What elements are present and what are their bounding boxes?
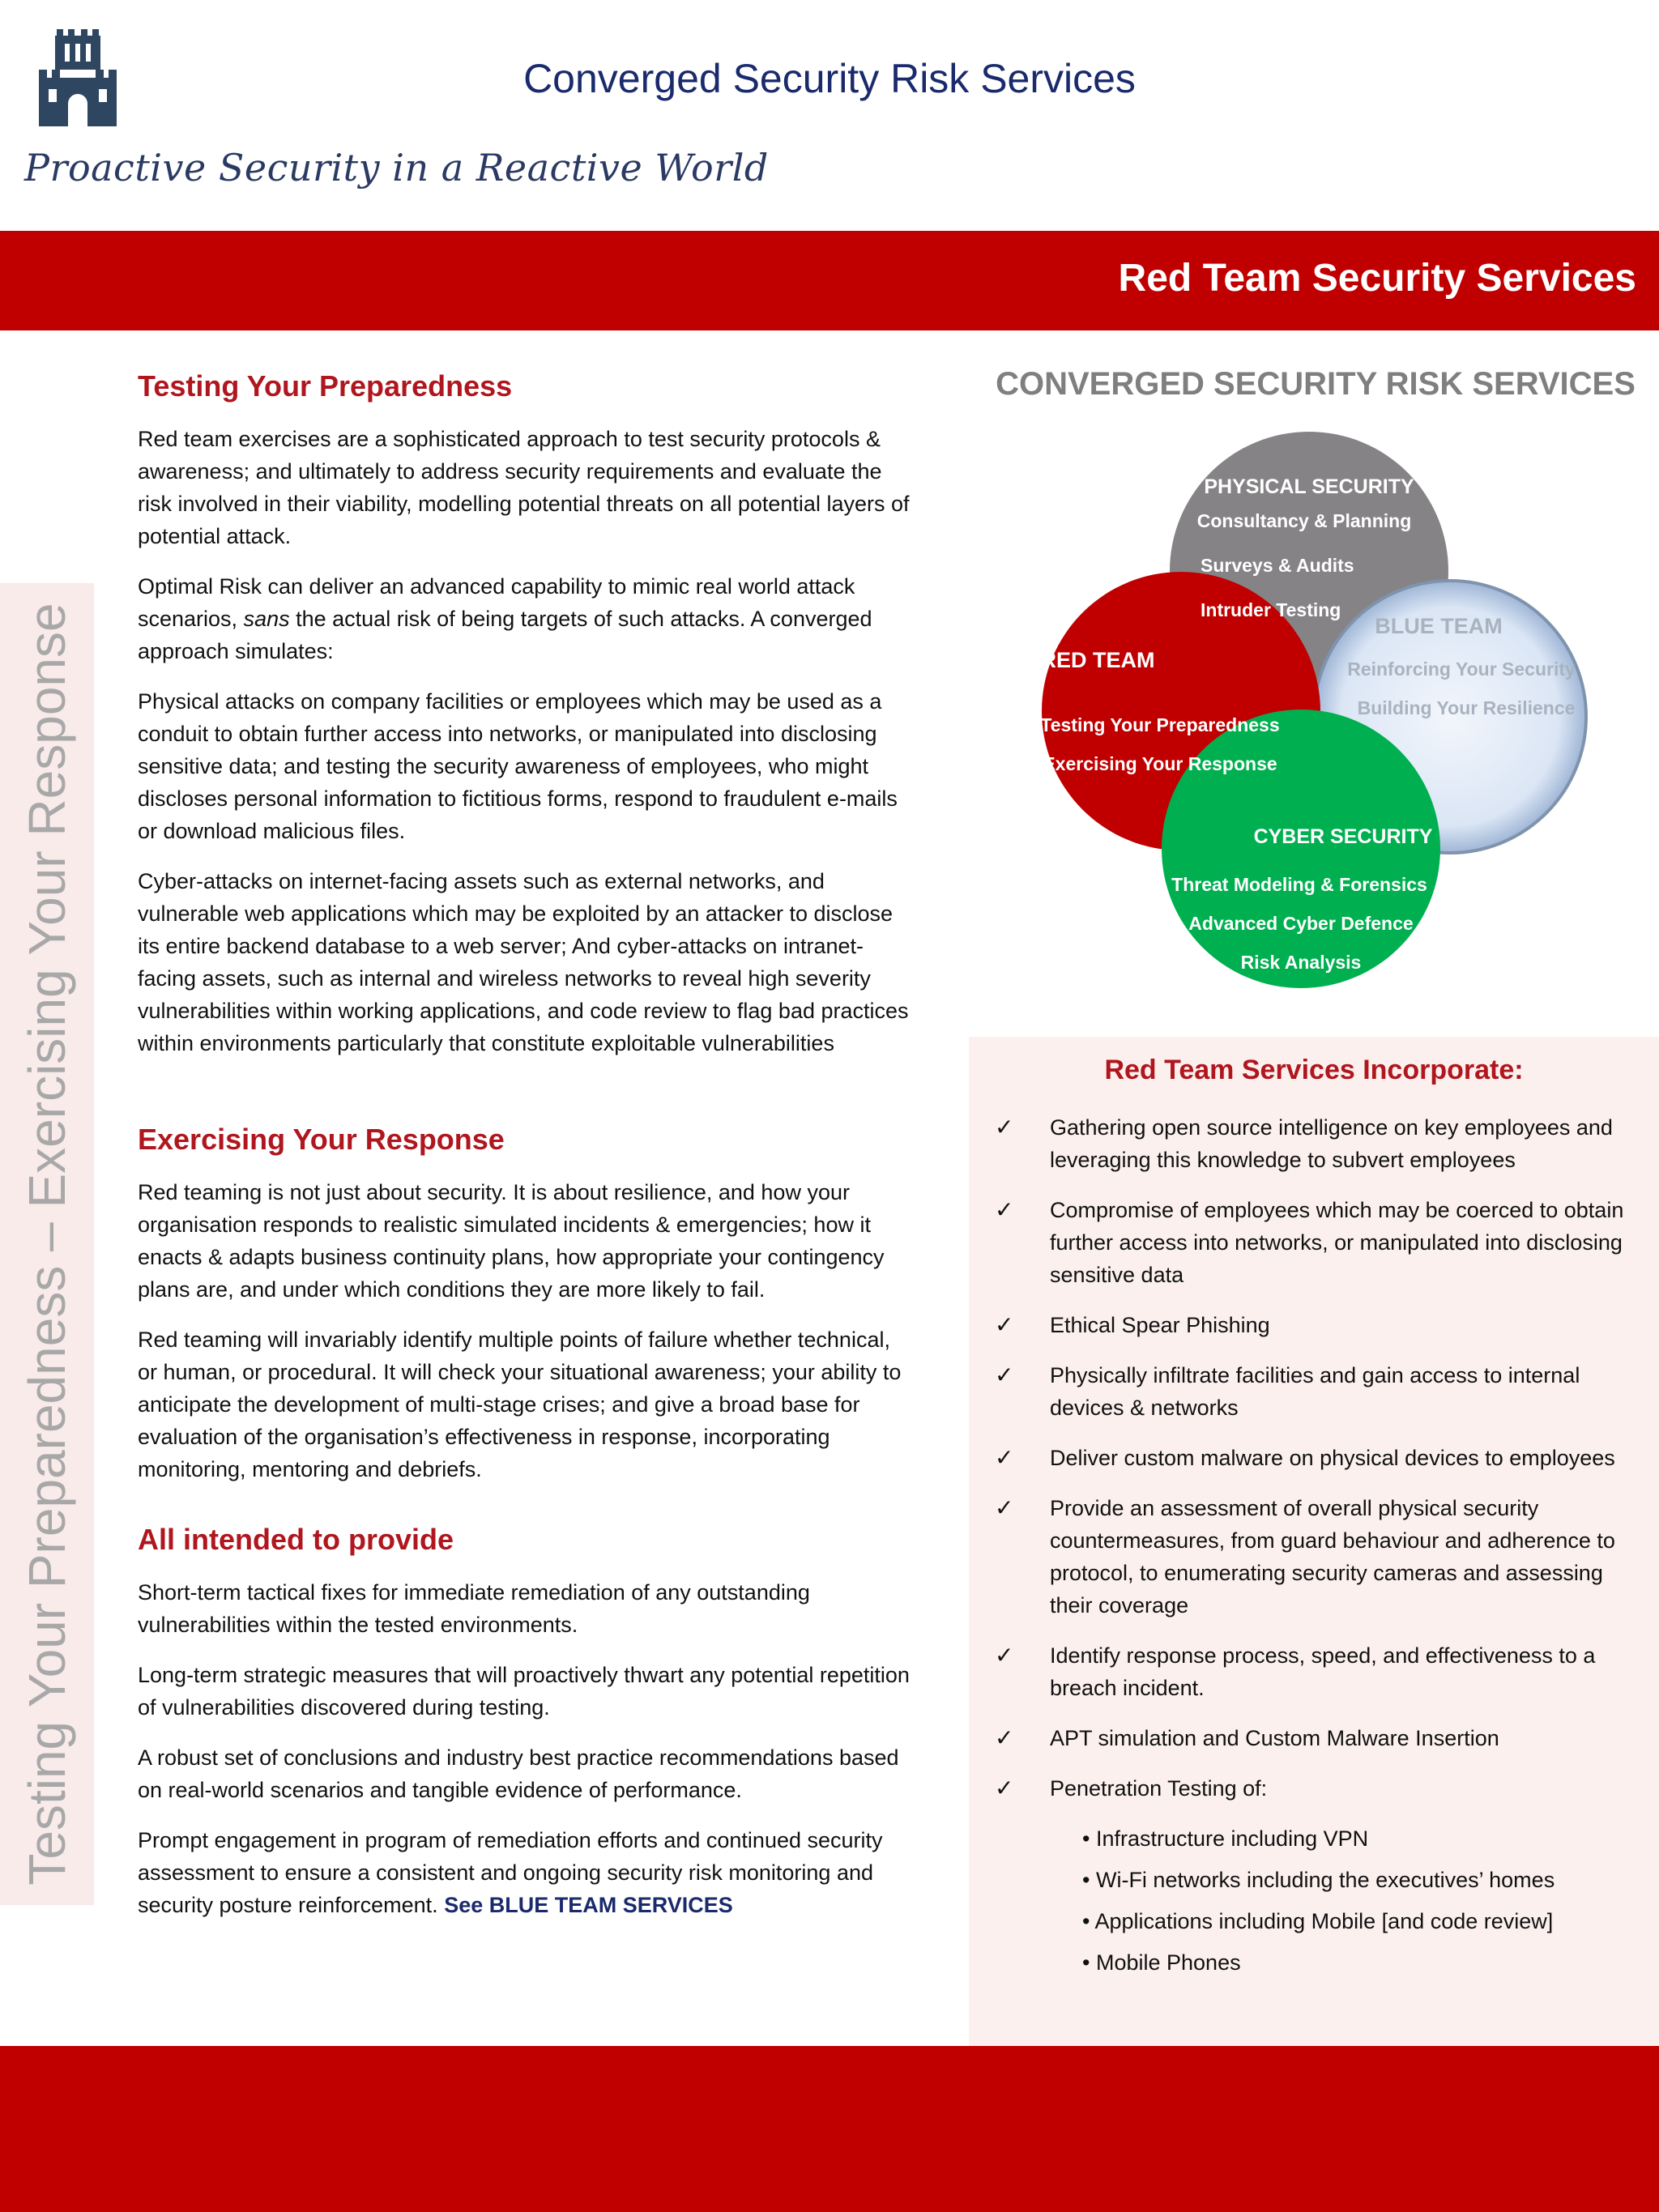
paragraph: Red team exercises are a sophisticated approach to test security protocols & awareness; and ultimately to address security requirements and evaluate the risk involved in their viability, modelling potential threats on all potential layers of potential attack. <box>138 427 910 548</box>
list-item-text: Physically infiltrate facilities and gain access to internal devices & networks <box>1050 1363 1580 1420</box>
list-item <box>995 1639 1627 1704</box>
paragraph-text: Prompt engagement in program of remediation efforts and continued security assessment to ensure a consistent and ongoing security risk monitoring and security posture reinforcement. <box>138 1828 883 1917</box>
list-item-text: Provide an assessment of overall physical security countermeasures, from guard behaviour and adherence to protocol, to enumerating security cameras and assessing their coverage <box>1050 1496 1615 1617</box>
bullet-icon: • <box>1082 1826 1090 1851</box>
list-item-text: Penetration Testing of: <box>1050 1776 1268 1801</box>
paragraph: Red teaming is not just about security. It is about resilience, and how your organisation responds to realistic simulated incidents & emergencies; how it enacts & adapts business continuity plans, how appropriate your contingency plans are, and under which conditions they are more likely to fail. <box>138 1180 885 1302</box>
bullet-icon: • <box>1082 1909 1090 1933</box>
physical-item: Intruder Testing <box>1201 599 1341 620</box>
sub-list-item-text: Applications including Mobile [and code review] <box>1094 1909 1554 1933</box>
list-item-text: Deliver custom malware on physical devices to employees <box>1050 1446 1615 1470</box>
red-team-title: RED TEAM <box>1040 648 1155 672</box>
services-panel-title: Red Team Services Incorporate: <box>1104 1055 1524 1085</box>
physical-item: Consultancy & Planning <box>1196 510 1412 531</box>
sub-list-item <box>1082 1946 1627 1979</box>
checkmark-icon: ✓ <box>995 1312 1014 1337</box>
checkmark-icon: ✓ <box>995 1115 1014 1140</box>
footer-band <box>0 2046 1659 2212</box>
checkmark-icon: ✓ <box>995 1725 1014 1750</box>
physical-security-title: PHYSICAL SECURITY <box>1204 475 1414 498</box>
cyber-security-circle <box>1162 710 1440 988</box>
blue-team-item: Building Your Resilience <box>1357 697 1576 718</box>
paragraph-italic: sans <box>243 607 290 631</box>
page-title: Red Team Security Services <box>1118 257 1636 300</box>
list-item <box>995 1722 1627 1754</box>
list-item-text: Compromise of employees which may be coerced to obtain further access into networks, or manipulated into disclosing sensitive data <box>1050 1198 1624 1287</box>
venn-diagram <box>972 421 1659 1004</box>
cyber-item: Advanced Cyber Defence <box>1188 913 1414 934</box>
list-item <box>995 1111 1627 1176</box>
paragraph: Red teaming will invariably identify multiple points of failure whether technical, or human, or procedural. It will check your situational awareness; your ability to anticipate the development of multi-stage crises; and give a broad base for evaluation of the organisation’s effectiveness in response, incorporating monitoring, mentoring and debriefs. <box>138 1328 902 1481</box>
list-item-text: Identify response process, speed, and effectiveness to a breach incident. <box>1050 1643 1596 1700</box>
list-item <box>995 1359 1627 1424</box>
checkmark-icon: ✓ <box>995 1775 1014 1801</box>
paragraph: Physical attacks on company facilities or employees which may be used as a conduit to obtain further access into networks, or manipulated into disclosing sensitive data; and testing the security awareness of employees, who might discloses personal information to fictitious forms, respond to fraudulent e-mails or download malicious files. <box>138 689 898 843</box>
list-item <box>995 1442 1627 1474</box>
red-team-item: Exercising Your Response <box>1043 753 1277 774</box>
checkmark-icon: ✓ <box>995 1197 1014 1222</box>
bullet-icon: • <box>1082 1868 1090 1892</box>
list-item-text: APT simulation and Custom Malware Insertion <box>1050 1726 1499 1750</box>
paragraph-text: the actual risk of being targets of such attacks. A converged approach simulates: <box>138 607 872 663</box>
list-item-text: Gathering open source intelligence on key employees and leveraging this knowledge to subvert employees <box>1050 1115 1613 1172</box>
cyber-security-title: CYBER SECURITY <box>1253 825 1433 848</box>
paragraph: Short-term tactical fixes for immediate remediation of any outstanding vulnerabilities within the tested environments. <box>138 1580 810 1637</box>
paragraph: Cyber-attacks on internet-facing assets such as external networks, and vulnerable web applications which may be exploited by an attacker to disclose its entire backend database to a web server; And cyber-attacks on intranet-facing assets, such as internal and wireless networks to reveal high severity vulnerabilities within working applications, and code review to flag bad practices within environments particularly that constitute exploitable vulnerabilities <box>138 869 909 1055</box>
list-item <box>995 1492 1627 1622</box>
blue-team-title: BLUE TEAM <box>1375 614 1503 638</box>
list-item <box>995 1309 1627 1341</box>
company-title: Converged Security Risk Services <box>523 56 1136 101</box>
pen-test-sublist <box>1082 1822 1627 1979</box>
checkmark-icon: ✓ <box>995 1495 1014 1520</box>
checkmark-icon: ✓ <box>995 1643 1014 1668</box>
blue-team-item: Reinforcing Your Security <box>1347 658 1576 680</box>
paragraph: A robust set of conclusions and industry best practice recommendations based on real-world scenarios and tangible evidence of performance. <box>138 1745 899 1802</box>
sub-list-item-text: Mobile Phones <box>1095 1950 1241 1975</box>
sub-list-item-text: Wi-Fi networks including the executives’ homes <box>1095 1868 1555 1892</box>
main-content <box>138 366 915 1939</box>
red-team-item: Testing Your Preparedness <box>1040 714 1280 735</box>
section-heading-provide: All intended to provide <box>138 1523 454 1556</box>
paragraph: Long-term strategic measures that will proactively thwart any potential repetition of vulnerabilities discovered during testing. <box>138 1663 910 1720</box>
services-list <box>995 1111 1627 1988</box>
bullet-icon: • <box>1082 1950 1090 1975</box>
blue-team-link[interactable]: See BLUE TEAM SERVICES <box>444 1893 733 1917</box>
list-item-text: Ethical Spear Phishing <box>1050 1313 1270 1337</box>
paragraph <box>138 570 915 667</box>
checkmark-icon: ✓ <box>995 1445 1014 1470</box>
section-heading-testing: Testing Your Preparedness <box>138 369 513 403</box>
cyber-item: Risk Analysis <box>1240 952 1362 973</box>
list-item <box>995 1772 1627 1805</box>
section-heading-exercising: Exercising Your Response <box>138 1123 505 1156</box>
physical-item: Surveys & Audits <box>1201 555 1354 576</box>
venn-title: CONVERGED SECURITY RISK SERVICES <box>996 366 1636 402</box>
list-item <box>995 1194 1627 1291</box>
cyber-item: Threat Modeling & Forensics <box>1171 874 1427 895</box>
sub-list-item <box>1082 1905 1627 1937</box>
sub-list-item <box>1082 1822 1627 1855</box>
tagline: Proactive Security in a Reactive World <box>24 146 769 190</box>
paragraph-text: Optimal Risk can deliver an advanced capability to mimic real world attack scenarios, <box>138 574 855 631</box>
checkmark-icon: ✓ <box>995 1362 1014 1387</box>
paragraph <box>138 1824 915 1921</box>
sub-list-item-text: Infrastructure including VPN <box>1095 1826 1369 1851</box>
side-banner-text: Testing Your Preparedness – Exercising Your Response <box>18 603 76 1886</box>
sub-list-item <box>1082 1864 1627 1896</box>
